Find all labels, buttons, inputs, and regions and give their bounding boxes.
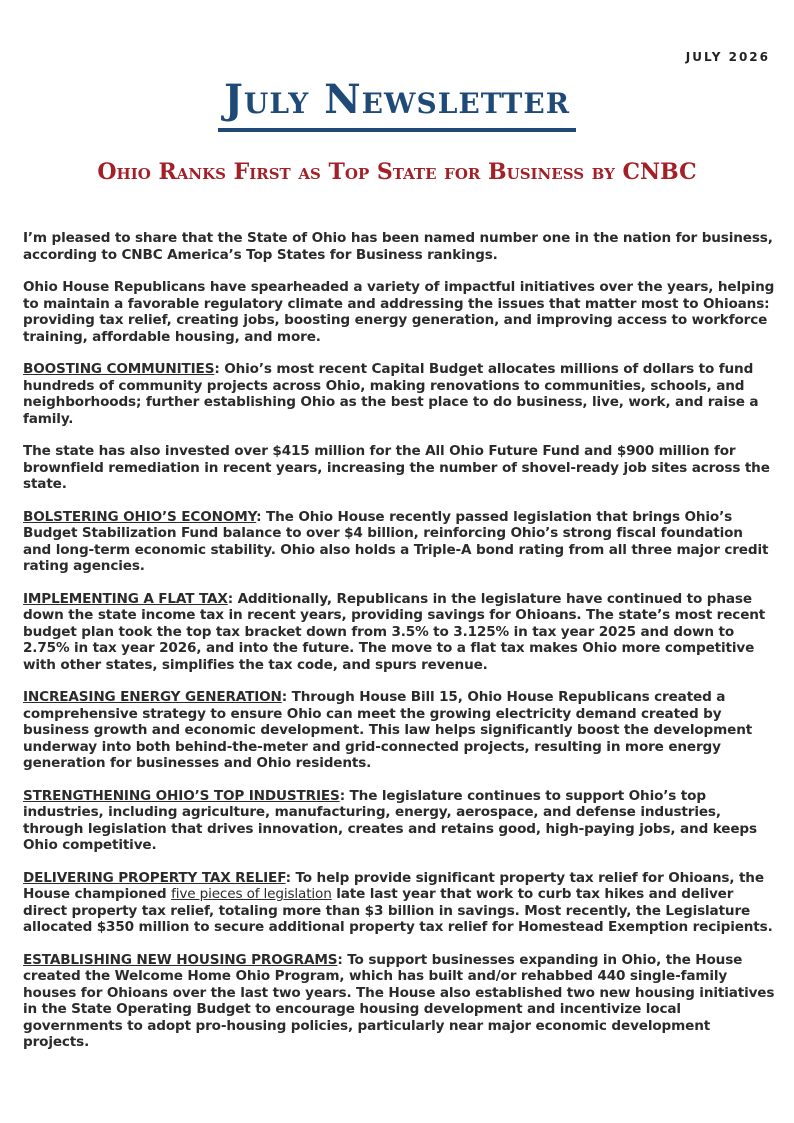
section-energy-generation	[23, 689, 775, 772]
section-text: : Ohio’s most recent Capital Budget allocates millions of dollars to fund hundreds of community projects across Ohio, making renovations to communities, schools, and neighborhoods; further establishing Ohio as the best place to do business, live, work, and raise a family.	[23, 361, 759, 427]
section-property-tax	[23, 870, 775, 936]
section-text: : The Ohio House recently passed legislation that brings Ohio’s Budget Stabilization Fund balance to over $4 billion, reinforcing Ohio’s strong fiscal foundation and long-term economic stability. Ohio also holds a Triple-A bond rating from all three major credit rating agencies.	[23, 508, 769, 574]
section-text: late last year that work to curb tax hikes and deliver direct property tax relief, totaling more than $3 billion in savings. Most recently, the Legislature allocated $350 million to secure additional property tax relief for Homestead Exemption recipients.	[23, 886, 773, 935]
section-text: : Additionally, Republicans in the legislature have continued to phase down the state income tax in recent years, providing savings for Ohioans. The state’s most recent budget plan took the top tax bracket down from 3.5% to 3.125% in tax year 2025 and down to 2.75% in tax year 2026, and into the future. The move to a flat tax makes Ohio more competitive with other states, simplifies the tax code, and spurs revenue.	[23, 590, 766, 673]
title-wrapper	[0, 76, 794, 132]
section-top-industries	[23, 788, 775, 854]
intro-paragraph-2: Ohio House Republicans have spearheaded a variety of impactful initiatives over the years, helping to maintain a favorable regulatory climate and addressing the issues that matter most to Ohioans: providing tax relief, creating jobs, boosting energy generation, and improving access to workforce training, affordable housing, and more.	[23, 279, 775, 345]
section-heading: DELIVERING PROPERTY TAX RELIEF	[23, 869, 286, 886]
section-text: : Through House Bill 15, Ohio House Republicans created a comprehensive strategy to ensure Ohio can meet the growing electricity demand created by business growth and economic development. This law helps significantly boost the development underway into both behind-the-meter and grid-connected projects, resulting in more energy generation for businesses and Ohio residents.	[23, 689, 753, 771]
section-heading: ESTABLISHING NEW HOUSING PROGRAMS	[23, 951, 338, 968]
section-heading: STRENGTHENING OHIO’S TOP INDUSTRIES	[23, 787, 340, 804]
article-body	[23, 230, 775, 1067]
section-text: : The legislature continues to support Ohio’s top industries, including agriculture, manufacturing, energy, aerospace, and defense industries, through legislation that drives innovation, creates and retains good, high-paying jobs, and keeps Ohio competitive.	[23, 787, 757, 853]
section-heading: BOOSTING COMMUNITIES	[23, 361, 215, 377]
section-boosting-communities	[23, 361, 775, 427]
section-heading: IMPLEMENTING A FLAT TAX	[23, 590, 228, 607]
section-bolstering-economy	[23, 509, 775, 575]
intro-paragraph-1: I’m pleased to share that the State of Ohio has been named number one in the nation for business, according to CNBC America’s Top States for Business rankings.	[23, 230, 773, 263]
section-text: : To support businesses expanding in Ohio, the House created the Welcome Home Ohio Program, which has built and/or rehabbed 440 single-family houses for Ohioans over the last two years. The House also established two new housing initiatives in the State Operating Budget to encourage housing development and incentivize local governments to adopt pro-housing policies, particularly near major economic development projects.	[23, 951, 775, 1050]
section-heading: BOLSTERING OHIO’S ECONOMY	[23, 508, 257, 525]
page-title: July Newsletter	[218, 76, 576, 132]
headline: Ohio Ranks First as Top State for Business by CNBC	[97, 159, 697, 185]
section-flat-tax	[23, 591, 775, 674]
section-heading: INCREASING ENERGY GENERATION	[23, 689, 282, 705]
section-text: : To help provide significant property tax relief for Ohioans, the House championed	[23, 869, 764, 902]
section-future-fund	[23, 443, 775, 493]
section-housing	[23, 952, 775, 1051]
section-text: The state has also invested over $415 million for the All Ohio Future Fund and $900 million for brownfield remediation in recent years, increasing the number of shovel-ready job sites across the state.	[23, 443, 770, 492]
legislation-link[interactable]: five pieces of legislation	[171, 886, 332, 902]
newsletter-date: JULY 2026	[685, 50, 770, 64]
